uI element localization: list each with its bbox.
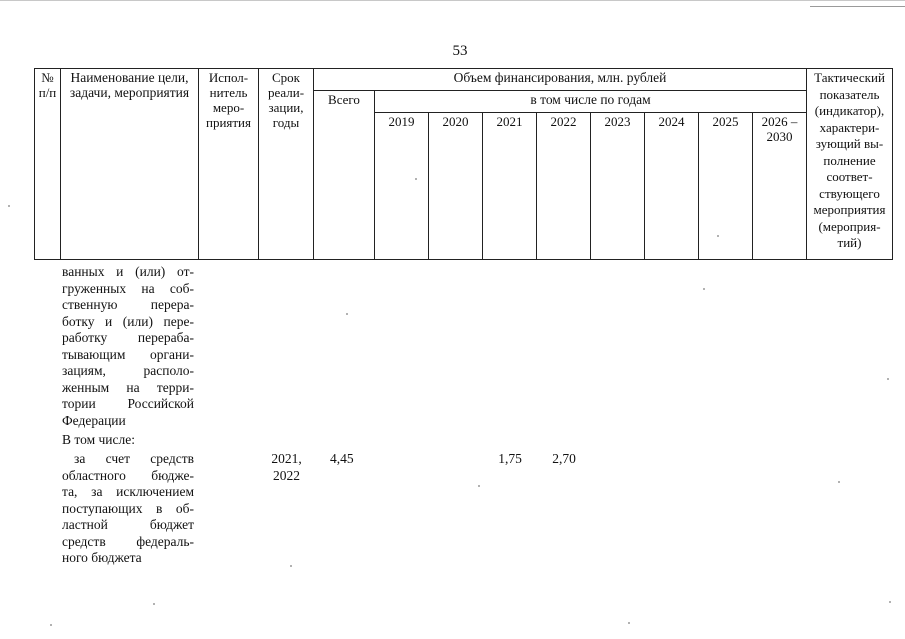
name-line-9: тории Российской: [62, 396, 194, 411]
subitem-line-6: средств федераль-: [62, 533, 194, 549]
top-rule: [0, 0, 905, 1]
header-table: [34, 68, 893, 260]
header-by-years: в том числе по годам: [375, 91, 807, 113]
scan-speck: [153, 603, 155, 605]
subitem-line-4: поступающих в об-: [62, 500, 194, 516]
header-total: Всего: [314, 91, 375, 260]
header-executor: Испол-нитель меро-приятия: [199, 69, 259, 260]
scan-speck: [628, 622, 630, 624]
scan-speck: [50, 624, 52, 626]
subitem-line-5: ластной бюджет: [62, 517, 194, 532]
scan-speck: [889, 601, 891, 603]
name-line-10: Федерации: [62, 412, 126, 428]
name-line-2: груженных на соб-: [62, 280, 194, 296]
header-no: № п/п: [35, 69, 61, 260]
header-year-2024: 2024: [645, 113, 699, 260]
name-line-3: ственную перера-: [62, 297, 194, 312]
header-year-2022: 2022: [537, 113, 591, 260]
name-line-6: тывающим органи-: [62, 346, 194, 362]
including-label: В том числе:: [62, 432, 135, 447]
total-value: 4,45: [330, 451, 354, 466]
name-line-1: ванных и (или) от-: [62, 264, 194, 279]
scan-speck: [717, 235, 719, 237]
name-line-4: ботку и (или) пере-: [62, 313, 194, 329]
subitem-line-2: областного бюдже-: [62, 467, 194, 483]
term-line-2: 2022: [273, 467, 300, 483]
header-indicator: Тактический показатель (индикатор), характери-зующий вы-полнение соответ-ствующего мероприятия (мероприя-тий): [807, 69, 893, 260]
value-2022: 2,70: [552, 451, 576, 466]
name-line-5: работку перераба-: [62, 330, 194, 345]
scan-speck: [478, 485, 480, 487]
scan-speck: [346, 313, 348, 315]
header-year-2025: 2025: [699, 113, 753, 260]
subitem-line-1: за счет средств: [74, 451, 194, 466]
header-term: Срок реали-зации, годы: [259, 69, 314, 260]
header-name: Наименование цели, задачи, мероприятия: [61, 69, 199, 260]
scan-speck: [415, 178, 417, 180]
top-right-rule: [810, 6, 905, 7]
term-line-1: 2021,: [271, 451, 302, 466]
scan-speck: [290, 565, 292, 567]
header-financing: Объем финансирования, млн. рублей: [314, 69, 807, 91]
name-line-7: зациям, располо-: [62, 363, 194, 378]
header-year-2026-2030: 2026 – 2030: [753, 113, 807, 260]
header-year-2023: 2023: [591, 113, 645, 260]
value-2021: 1,75: [498, 451, 522, 466]
header-year-2020: 2020: [429, 113, 483, 260]
subitem-line-3: та, за исключением: [62, 484, 194, 499]
header-year-2019: 2019: [375, 113, 429, 260]
scan-speck: [8, 205, 10, 207]
name-line-8: женным на терри-: [62, 379, 194, 395]
header-year-2021: 2021: [483, 113, 537, 260]
scan-speck: [703, 288, 705, 290]
scan-speck: [887, 378, 889, 380]
page-number: 53: [452, 43, 468, 59]
subitem-line-7: ного бюджета: [62, 550, 142, 565]
scan-speck: [838, 481, 840, 483]
